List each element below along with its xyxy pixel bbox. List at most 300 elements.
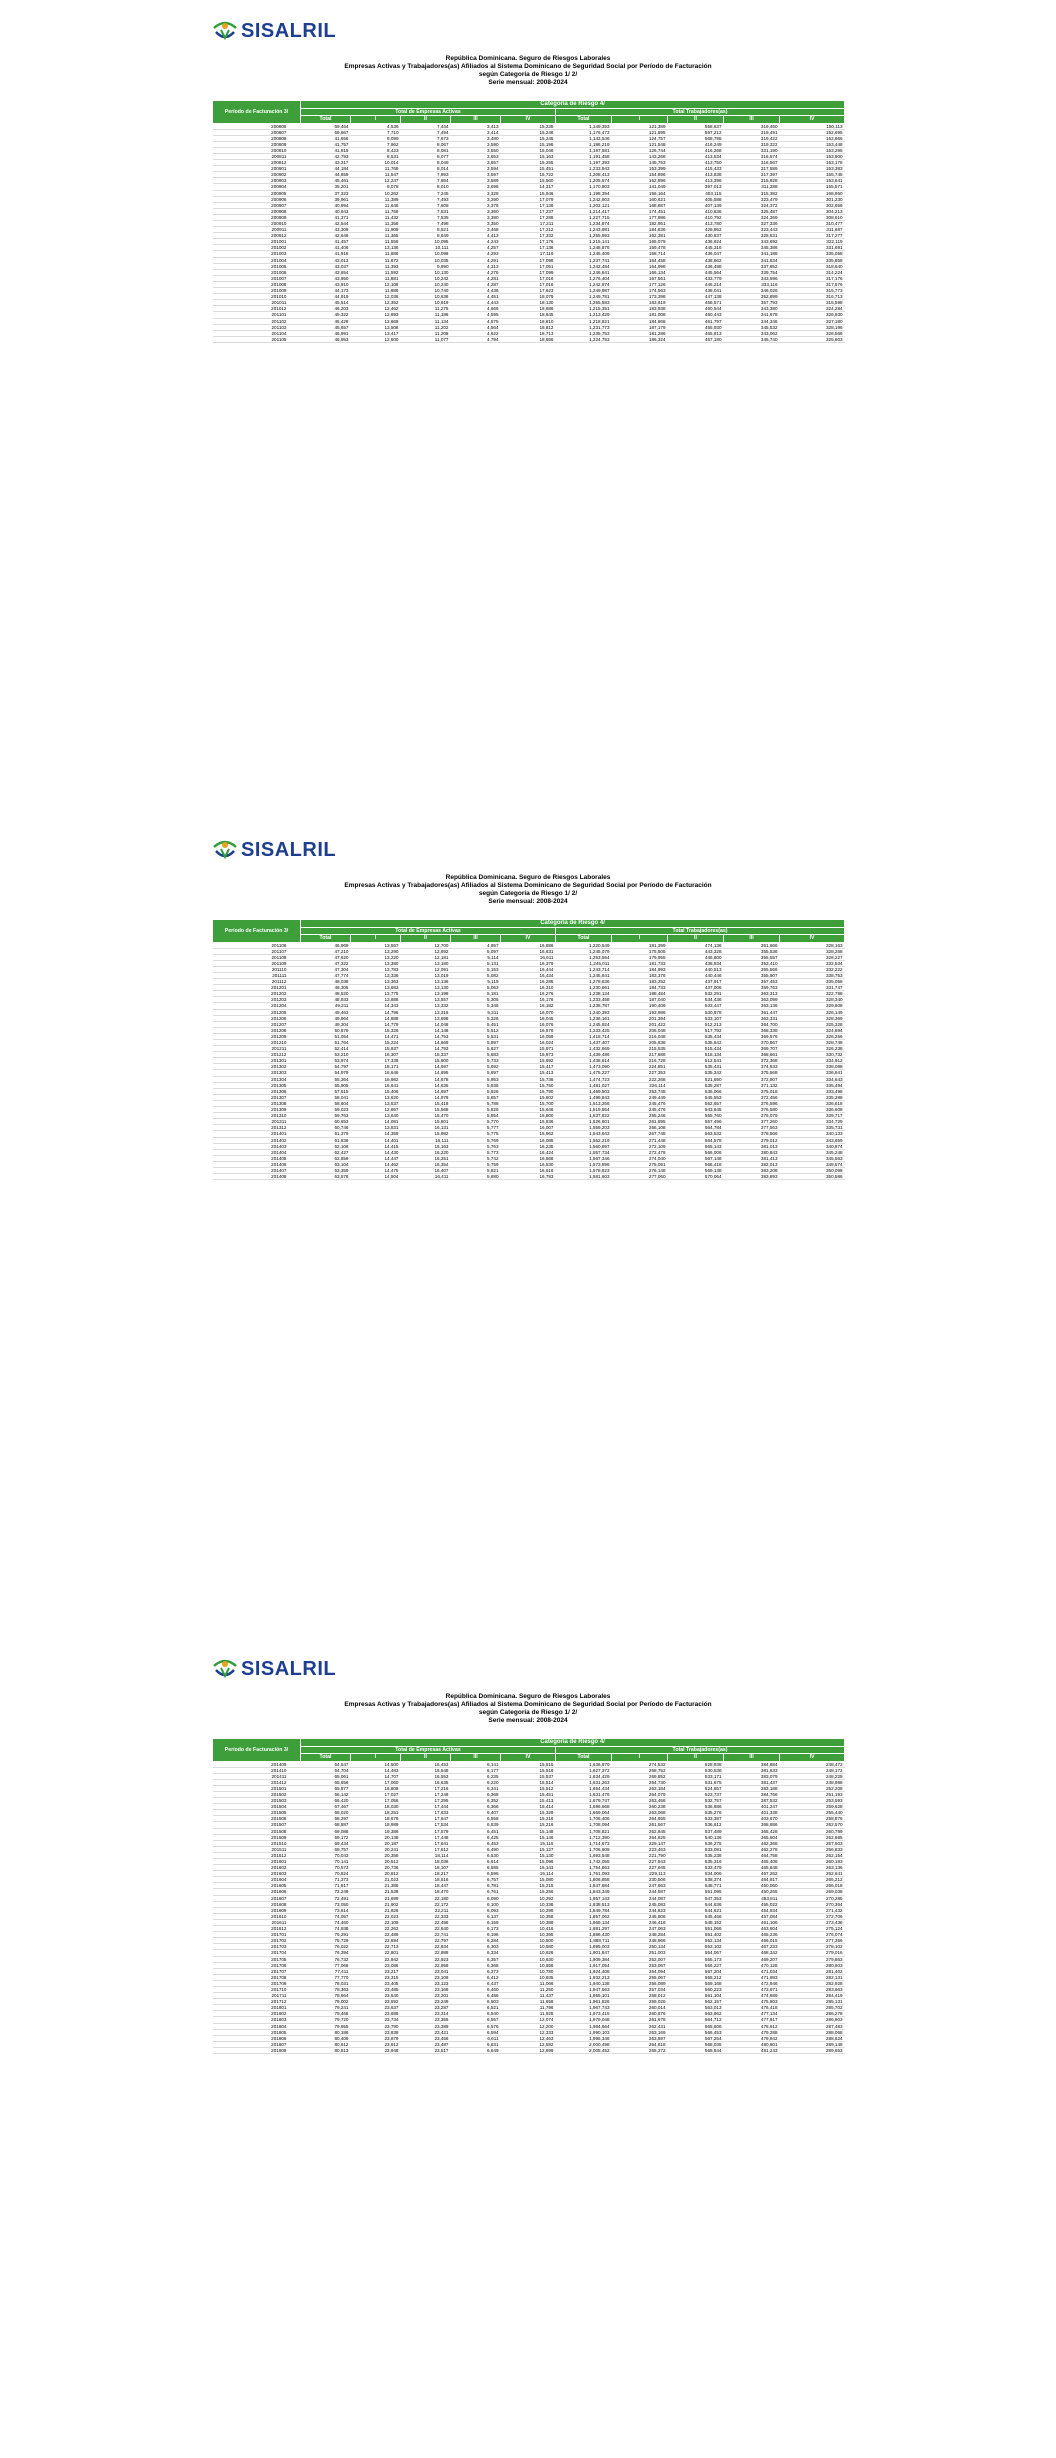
value-cell: 455,930 — [668, 324, 724, 330]
value-cell: 7,494 — [401, 129, 451, 135]
value-cell: 183,938 — [612, 306, 668, 312]
period-cell: 200912 — [213, 233, 301, 239]
value-cell: 251,193 — [780, 1791, 845, 1797]
value-cell: 17,534 — [401, 1822, 451, 1828]
logo-emblem-icon — [212, 837, 238, 863]
value-cell: 124,757 — [612, 135, 668, 141]
value-cell: 80,409 — [301, 2035, 351, 2041]
period-cell: 201002 — [213, 245, 301, 251]
value-cell: 479,942 — [724, 2035, 780, 2041]
value-cell: 21,538 — [351, 1889, 401, 1895]
value-cell: 14,697 — [401, 1088, 451, 1094]
value-cell: 252,208 — [780, 1785, 845, 1791]
period-cell: 201402 — [213, 1137, 301, 1143]
value-cell: 13,220 — [351, 954, 401, 960]
value-cell: 1,843,349 — [556, 1889, 612, 1895]
value-cell: 336,618 — [780, 1100, 845, 1106]
value-cell: 286,903 — [780, 2017, 845, 2023]
value-cell: 350,098 — [780, 1167, 845, 1173]
value-cell: 20,241 — [351, 1846, 401, 1852]
value-cell: 250,134 — [612, 1944, 668, 1950]
value-cell: 467,262 — [724, 1871, 780, 1877]
value-cell: 49,964 — [301, 1015, 351, 1021]
value-cell: 322,119 — [780, 239, 845, 245]
period-cell: 201102 — [213, 318, 301, 324]
value-cell: 328,369 — [780, 1015, 845, 1021]
value-cell: 1,654,434 — [556, 1785, 612, 1791]
value-cell: 445,564 — [668, 269, 724, 275]
value-cell: 21,388 — [351, 1883, 401, 1889]
value-cell: 1,439,486 — [556, 1052, 612, 1058]
value-cell: 263,897 — [612, 2035, 668, 2041]
value-cell: 535,434 — [668, 1033, 724, 1039]
report-series: Serie mensual: 2008-2024 — [488, 79, 568, 86]
value-cell: 311,687 — [780, 227, 845, 233]
value-cell: 72,249 — [301, 1889, 351, 1895]
value-cell: 216,728 — [612, 1058, 668, 1064]
value-cell: 41,915 — [301, 147, 351, 153]
value-cell: 7,245 — [401, 190, 451, 196]
value-cell: 68,297 — [301, 1816, 351, 1822]
period-cell: 200907 — [213, 202, 301, 208]
value-cell: 62,427 — [301, 1149, 351, 1155]
value-cell: 263,068 — [612, 1810, 668, 1816]
value-cell: 17,098 — [501, 257, 556, 263]
value-cell: 319,422 — [724, 135, 780, 141]
value-cell: 15,470 — [401, 1113, 451, 1119]
value-cell: 16,085 — [501, 1137, 556, 1143]
value-cell: 15,937 — [351, 1046, 401, 1052]
value-cell: 5,683 — [451, 1052, 501, 1058]
value-cell: 59,763 — [301, 1113, 351, 1119]
value-cell: 252,007 — [612, 1956, 668, 1962]
value-cell: 10,395 — [501, 1932, 556, 1938]
value-cell: 466,015 — [724, 1938, 780, 1944]
value-cell: 481,243 — [724, 2047, 780, 2053]
value-cell: 10,292 — [501, 1895, 556, 1901]
value-cell: 453,811 — [724, 1895, 780, 1901]
value-cell: 5,697 — [451, 1070, 501, 1076]
value-cell: 13,290 — [351, 948, 401, 954]
value-cell: 18,171 — [351, 1064, 401, 1070]
report-subtitle-risk: según Categoría de Riesgo 1/ 2/ — [478, 890, 578, 897]
header-categoria: Categoría de Riesgo 4/ — [301, 1739, 845, 1747]
value-cell: 11,365 — [351, 233, 401, 239]
value-cell: 1,693,548 — [556, 1852, 612, 1858]
value-cell: 258,012 — [612, 1993, 668, 1999]
value-cell: 8,010 — [401, 184, 451, 190]
value-cell: 6,558 — [451, 1816, 501, 1822]
period-cell: 201004 — [213, 257, 301, 263]
period-cell: 201003 — [213, 251, 301, 257]
value-cell: 468,342 — [724, 1950, 780, 1956]
value-cell: 326,930 — [780, 312, 845, 318]
value-cell: 325,328 — [780, 1021, 845, 1027]
value-cell: 15,080 — [501, 1877, 556, 1883]
value-cell: 279,863 — [780, 1956, 845, 1962]
value-cell: 260,789 — [780, 1828, 845, 1834]
data-table — [212, 100, 845, 343]
value-cell: 328,258 — [780, 948, 845, 954]
value-cell: 540,136 — [668, 1834, 724, 1840]
value-cell: 1,849,784 — [556, 1907, 612, 1913]
value-cell: 384,766 — [724, 1791, 780, 1797]
value-cell: 17,060 — [351, 1779, 401, 1785]
value-cell: 6,220 — [451, 1779, 501, 1785]
value-cell: 353,410 — [724, 960, 780, 966]
value-cell: 74,938 — [301, 1926, 351, 1932]
value-cell: 564,578 — [668, 1137, 724, 1143]
value-cell: 266,108 — [612, 1125, 668, 1131]
value-cell: 54,797 — [301, 1064, 351, 1070]
header-categoria: Categoría de Riesgo 4/ — [301, 920, 845, 928]
value-cell: 381,633 — [724, 1767, 780, 1773]
value-cell: 5,119 — [451, 979, 501, 985]
value-cell: 364,700 — [724, 1021, 780, 1027]
value-cell: 328,196 — [780, 324, 845, 330]
value-cell: 69,464 — [301, 123, 351, 129]
value-cell: 567,264 — [668, 2035, 724, 2041]
value-cell: 13,130 — [401, 985, 451, 991]
value-cell: 6,177 — [451, 1767, 501, 1773]
value-cell: 533,171 — [668, 1773, 724, 1779]
value-cell: 3,376 — [451, 202, 501, 208]
value-cell: 14,635 — [401, 1082, 451, 1088]
value-cell: 1,634,429 — [556, 1773, 612, 1779]
value-cell: 551,402 — [668, 1932, 724, 1938]
value-cell: 224,851 — [612, 1064, 668, 1070]
value-cell: 15,418 — [401, 1100, 451, 1106]
value-cell: 12,893 — [351, 312, 401, 318]
report-subtitle: Empresas Activas y Trabajadores(as) Afiliados al Sistema Dominicano de Seguridad Social por Período de Facturación — [344, 63, 712, 70]
period-cell: 200905 — [213, 190, 301, 196]
period-cell: 201311 — [213, 1119, 301, 1125]
value-cell: 283,663 — [780, 1986, 845, 1992]
value-cell: 343,692 — [724, 239, 780, 245]
value-cell: 325,487 — [724, 208, 780, 214]
value-cell: 455,022 — [724, 1901, 780, 1907]
value-cell: 11,066 — [501, 1980, 556, 1986]
value-cell: 12,582 — [501, 2041, 556, 2047]
value-cell: 15,800 — [501, 1113, 556, 1119]
value-cell: 1,215,141 — [556, 239, 612, 245]
period-cell: 201602 — [213, 1865, 301, 1871]
period-cell: 201007 — [213, 275, 301, 281]
period-cell: 201701 — [213, 1932, 301, 1938]
value-cell: 264,655 — [612, 1816, 668, 1822]
value-cell: 4,595 — [451, 312, 501, 318]
value-cell: 270,285 — [780, 1895, 845, 1901]
value-cell: 5,346 — [451, 1003, 501, 1009]
period-cell: 201108 — [213, 954, 301, 960]
value-cell: 16,163 — [401, 1143, 451, 1149]
value-cell: 1,231,773 — [556, 324, 612, 330]
value-cell: 1,847,684 — [556, 1883, 612, 1889]
value-cell: 18,989 — [351, 1822, 401, 1828]
value-cell: 1,235,753 — [556, 330, 612, 336]
value-cell: 18,030 — [351, 1804, 401, 1810]
value-cell: 311,288 — [724, 184, 780, 190]
value-cell: 270,364 — [780, 1901, 845, 1907]
period-cell: 201401 — [213, 1131, 301, 1137]
value-cell: 3,590 — [451, 141, 501, 147]
value-cell: 18,447 — [401, 1883, 451, 1889]
value-cell: 564,784 — [668, 1125, 724, 1131]
value-cell: 11,556 — [351, 239, 401, 245]
value-cell: 12,036 — [351, 294, 401, 300]
value-cell: 472,946 — [724, 1980, 780, 1986]
period-cell: 201407 — [213, 1167, 301, 1173]
value-cell: 5,953 — [451, 1076, 501, 1082]
value-cell: 13,019 — [401, 972, 451, 978]
value-cell: 4,451 — [451, 294, 501, 300]
value-cell: 181,399 — [612, 942, 668, 948]
value-cell: 159,478 — [612, 245, 668, 251]
value-cell: 343,380 — [724, 306, 780, 312]
value-cell: 79,002 — [301, 1999, 351, 2005]
value-cell: 73,050 — [301, 1901, 351, 1907]
value-cell: 9,078 — [351, 184, 401, 190]
value-cell: 450,265 — [724, 1889, 780, 1895]
value-cell: 18,812 — [501, 324, 556, 330]
value-cell: 315,382 — [724, 190, 780, 196]
value-cell: 11,432 — [351, 214, 401, 220]
value-cell: 5,305 — [451, 997, 501, 1003]
period-cell: 200811 — [213, 153, 301, 159]
value-cell: 264,618 — [612, 2041, 668, 2047]
value-cell: 11,925 — [501, 2011, 556, 2017]
value-cell: 544,621 — [668, 1907, 724, 1913]
period-cell: 201511 — [213, 1846, 301, 1852]
value-cell: 332,534 — [780, 960, 845, 966]
value-cell: 4,564 — [451, 324, 501, 330]
value-cell: 1,238,134 — [556, 991, 612, 997]
value-cell: 272,706 — [780, 1913, 845, 1919]
value-cell: 1,475,227 — [556, 1070, 612, 1076]
value-cell: 289,148 — [780, 2041, 845, 2047]
value-cell: 193,986 — [612, 1009, 668, 1015]
value-cell: 43,309 — [301, 227, 351, 233]
value-cell: 253,067 — [612, 1962, 668, 1968]
value-cell: 15,130 — [501, 1852, 556, 1858]
value-cell: 1,559,203 — [556, 1125, 612, 1131]
value-cell: 478,612 — [724, 2023, 780, 2029]
period-cell: 201706 — [213, 1962, 301, 1968]
value-cell: 15,946 — [501, 190, 556, 196]
value-cell: 70,824 — [301, 1871, 351, 1877]
value-cell: 328,227 — [780, 954, 845, 960]
value-cell: 15,326 — [351, 1027, 401, 1033]
value-cell: 443,328 — [668, 948, 724, 954]
value-cell: 570,064 — [668, 1174, 724, 1180]
value-cell: 262,154 — [780, 1852, 845, 1858]
value-cell: 7,444 — [401, 123, 451, 129]
value-cell: 465,236 — [724, 1932, 780, 1938]
value-cell: 319,491 — [724, 129, 780, 135]
value-cell: 23,041 — [401, 1968, 451, 1974]
value-cell: 1,714,673 — [556, 1840, 612, 1846]
value-cell: 1,473,090 — [556, 1064, 612, 1070]
value-cell: 301,230 — [780, 196, 845, 202]
period-cell: 201301 — [213, 1058, 301, 1064]
value-cell: 566,453 — [668, 2029, 724, 2035]
value-cell: 46,203 — [301, 306, 351, 312]
value-cell: 183,376 — [612, 972, 668, 978]
value-cell: 1,543,643 — [556, 1131, 612, 1137]
value-cell: 41,371 — [301, 214, 351, 220]
value-cell: 415,433 — [668, 166, 724, 172]
value-cell: 153,448 — [780, 141, 845, 147]
value-cell: 18,251 — [351, 1810, 401, 1816]
value-cell: 12,857 — [351, 1107, 401, 1113]
value-cell: 262,845 — [612, 1828, 668, 1834]
value-cell: 14,978 — [401, 1094, 451, 1100]
value-cell: 62,859 — [301, 1155, 351, 1161]
value-cell: 16,407 — [401, 1167, 451, 1173]
value-cell: 10,500 — [501, 1938, 556, 1944]
period-cell: 201101 — [213, 312, 301, 318]
value-cell: 326,256 — [780, 1033, 845, 1039]
value-cell: 384,884 — [724, 1761, 780, 1767]
value-cell: 446,600 — [668, 954, 724, 960]
value-cell: 13,640 — [351, 1113, 401, 1119]
value-cell: 314,224 — [780, 269, 845, 275]
value-cell: 6,557 — [451, 2017, 501, 2023]
value-cell: 55,905 — [301, 1082, 351, 1088]
value-cell: 13,180 — [401, 960, 451, 966]
value-cell: 1,857,143 — [556, 1895, 612, 1901]
value-cell: 259,026 — [612, 1999, 668, 2005]
value-cell: 174,451 — [612, 208, 668, 214]
value-cell: 470,128 — [724, 1962, 780, 1968]
value-cell: 65,656 — [301, 1779, 351, 1785]
value-cell: 363,136 — [724, 1003, 780, 1009]
value-cell: 21,699 — [351, 1895, 401, 1901]
value-cell: 345,386 — [724, 245, 780, 251]
period-cell: 201109 — [213, 960, 301, 966]
value-cell: 544,636 — [668, 1901, 724, 1907]
value-cell: 6,540 — [451, 2011, 501, 2017]
header-empresas: Total de Empresas Activas — [301, 927, 556, 935]
value-cell: 251,003 — [612, 1950, 668, 1956]
value-cell: 16,453 — [401, 1761, 451, 1767]
value-cell: 319,460 — [724, 123, 780, 129]
value-cell: 5,114 — [451, 954, 501, 960]
value-cell: 11,437 — [501, 1993, 556, 1999]
value-cell: 17,136 — [501, 245, 556, 251]
value-cell: 1,995,346 — [556, 2035, 612, 2041]
value-cell: 1,238,787 — [556, 1003, 612, 1009]
period-cell: 201112 — [213, 979, 301, 985]
value-cell: 315,928 — [724, 178, 780, 184]
value-cell: 287,483 — [780, 2023, 845, 2029]
value-cell: 10,262 — [351, 190, 401, 196]
value-cell: 372,907 — [724, 1076, 780, 1082]
value-cell: 547,353 — [668, 1895, 724, 1901]
value-cell: 5,131 — [451, 960, 501, 966]
value-cell: 524,657 — [668, 1785, 724, 1791]
value-cell: 15,406 — [351, 1088, 401, 1094]
value-cell: 15,215 — [501, 1883, 556, 1889]
value-cell: 558,637 — [668, 123, 724, 129]
period-cell: 201309 — [213, 1107, 301, 1113]
value-cell: 322,788 — [780, 991, 845, 997]
value-cell: 150,113 — [780, 123, 845, 129]
value-cell: 561,104 — [668, 1993, 724, 1999]
value-cell: 1,706,609 — [556, 1846, 612, 1852]
value-cell: 265,272 — [612, 2047, 668, 2053]
value-cell: 1,857,062 — [556, 1913, 612, 1919]
period-cell: 201308 — [213, 1100, 301, 1106]
value-cell: 215,535 — [612, 1046, 668, 1052]
value-cell: 262,570 — [780, 1822, 845, 1828]
value-cell: 23,168 — [401, 1986, 451, 1992]
value-cell: 336,941 — [780, 1070, 845, 1076]
value-cell: 10,296 — [501, 1907, 556, 1913]
value-cell: 10,656 — [501, 1962, 556, 1968]
value-cell: 13,336 — [351, 972, 401, 978]
value-cell: 11,202 — [401, 324, 451, 330]
value-cell: 397,013 — [668, 184, 724, 190]
value-cell: 67,467 — [301, 1804, 351, 1810]
value-cell: 374,633 — [724, 1064, 780, 1070]
value-cell: 273,438 — [780, 1919, 845, 1925]
value-cell: 1,631,476 — [556, 1791, 612, 1797]
value-cell: 4,413 — [451, 233, 501, 239]
value-cell: 13,683 — [351, 985, 401, 991]
value-cell: 1,669,064 — [556, 1810, 612, 1816]
value-cell: 484,817 — [724, 1877, 780, 1883]
value-cell: 413,780 — [668, 221, 724, 227]
period-cell: 201009 — [213, 288, 301, 294]
value-cell: 543,645 — [668, 1107, 724, 1113]
value-cell: 315,598 — [780, 300, 845, 306]
value-cell: 530,538 — [668, 1767, 724, 1773]
logo-text: SISALRIL — [241, 1657, 337, 1680]
value-cell: 15,600 — [401, 1058, 451, 1064]
value-cell: 68,887 — [301, 1822, 351, 1828]
value-cell: 1,233,943 — [556, 166, 612, 172]
value-cell: 44,173 — [301, 288, 351, 294]
value-cell: 10,240 — [401, 281, 451, 287]
value-cell: 79,468 — [301, 2011, 351, 2017]
value-cell: 430,837 — [668, 233, 724, 239]
value-cell: 1,255,583 — [556, 300, 612, 306]
value-cell: 6,611 — [451, 2035, 501, 2041]
value-cell: 6,460 — [451, 1986, 501, 1992]
period-cell: 201709 — [213, 1980, 301, 1986]
value-cell: 13,775 — [351, 991, 401, 997]
value-cell: 23,456 — [401, 2035, 451, 2041]
value-cell: 1,932,213 — [556, 1974, 612, 1980]
value-cell: 156,164 — [612, 190, 668, 196]
period-cell: 201611 — [213, 1919, 301, 1925]
period-cell: 201404 — [213, 1149, 301, 1155]
value-cell: 10,780 — [501, 1968, 556, 1974]
value-cell: 15,196 — [501, 141, 556, 147]
value-cell: 3,328 — [451, 190, 501, 196]
value-cell: 45,322 — [301, 312, 351, 318]
value-cell: 1,202,121 — [556, 202, 612, 208]
value-cell: 5,897 — [451, 1040, 501, 1046]
value-cell: 46,953 — [301, 336, 351, 342]
value-cell: 248,229 — [780, 1773, 845, 1779]
value-cell: 12,463 — [501, 2035, 556, 2041]
value-cell: 11,872 — [351, 257, 401, 263]
value-cell: 7,673 — [401, 135, 451, 141]
value-cell: 536,612 — [668, 1822, 724, 1828]
value-cell: 48,305 — [301, 985, 351, 991]
